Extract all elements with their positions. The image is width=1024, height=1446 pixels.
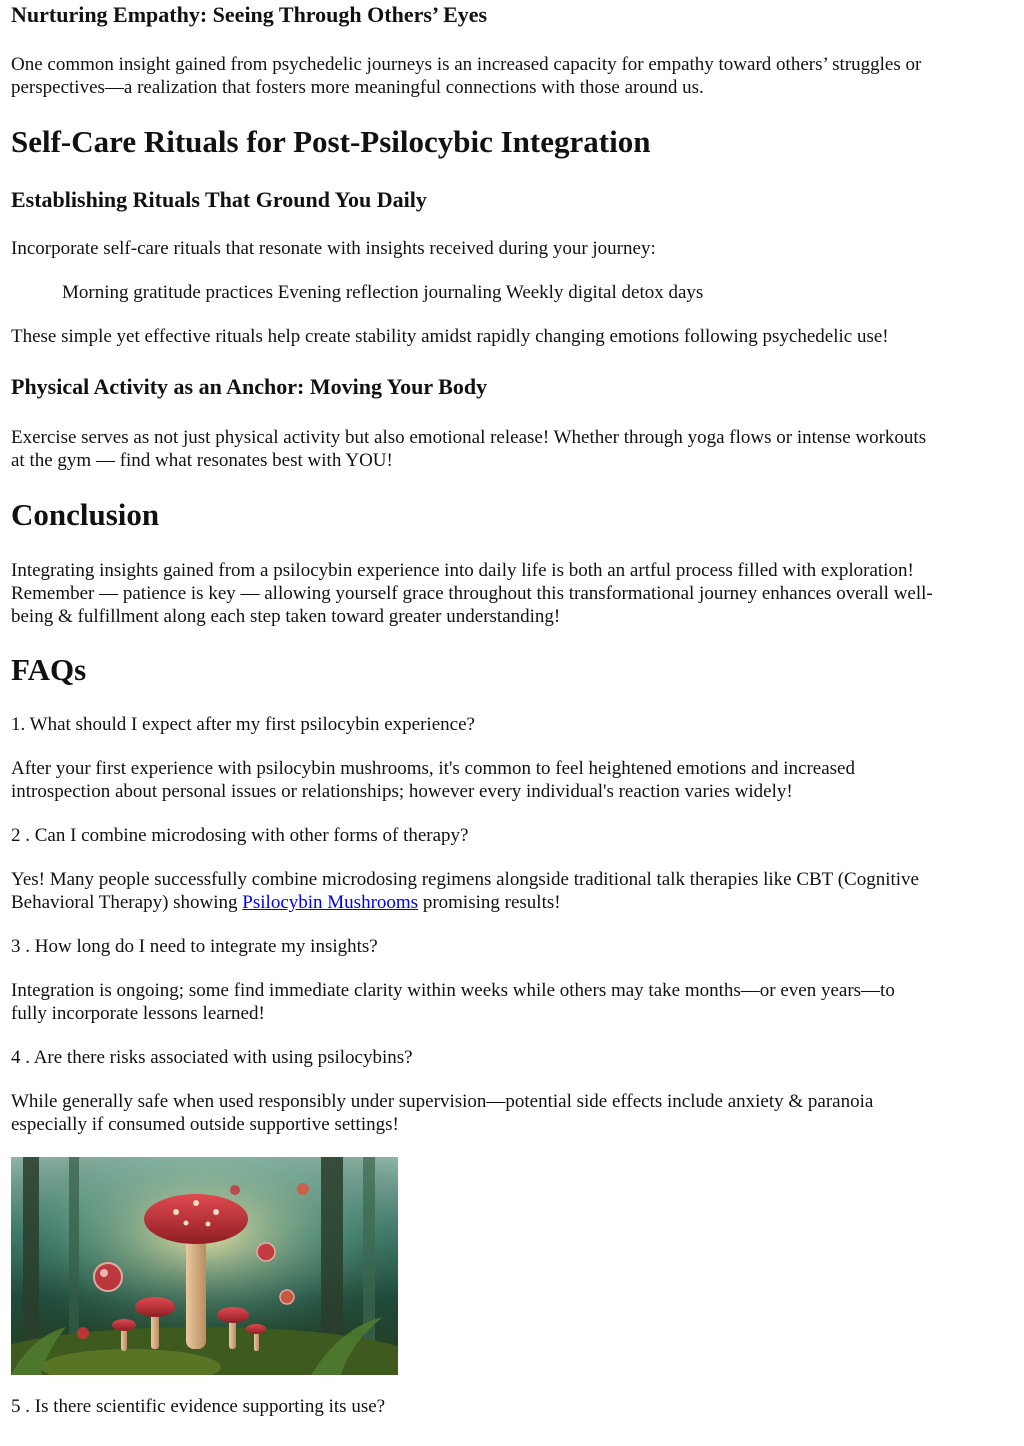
text-line: Yes! Many people successfully combine microdosing regimens alongside traditional talk therapies like CBT (Cognitive [11,869,919,890]
paragraph-conclusion [11,559,1015,628]
text-line: Remember — patience is key — allowing yourself grace throughout this transformational journey enhances overall well- [11,583,933,604]
heading-physical-activity: Physical Activity as an Anchor: Moving Your Body [11,374,488,399]
text-line: especially if consumed outside supportive settings! [11,1114,399,1135]
faq-question-2: 2 . Can I combine microdosing with other forms of therapy? [11,825,469,846]
text-line: being & fulfillment along each step taken toward greater understanding! [11,606,561,627]
heading-nurturing-empathy: Nurturing Empathy: Seeing Through Others’ Eyes [11,2,488,27]
faq-answer-1 [11,757,1015,803]
text-segment: promising results! [418,892,561,913]
paragraph-physical-activity [11,426,1015,472]
faq-answer-4 [11,1090,1015,1136]
text-line: While generally safe when used responsibly under supervision—potential side effects include anxiety & paranoia [11,1091,874,1112]
text-line [11,891,1015,914]
faq-answer-2 [11,868,1015,914]
text-segment: Behavioral Therapy) showing [11,892,243,913]
text-line: fully incorporate lessons learned! [11,1003,265,1024]
faq-answer-3 [11,979,1015,1025]
faq-question-1: 1. What should I expect after my first psilocybin experience? [11,714,475,735]
mushroom-forest-image [11,1157,398,1375]
paragraph-empathy [11,53,1015,99]
paragraph-rituals-closing: These simple yet effective rituals help create stability amidst rapidly changing emotions following psychedelic use! [11,326,889,347]
text-line: Integration is ongoing; some find immediate clarity within weeks while others may take months—or even years—to [11,980,895,1001]
text-line: Integrating insights gained from a psilocybin experience into daily life is both an artful process filled with exploration! [11,560,914,581]
text-line: perspectives—a realization that fosters more meaningful connections with those around us. [11,77,704,98]
paragraph-rituals-intro: Incorporate self-care rituals that resonate with insights received during your journey: [11,238,656,259]
heading-establishing-rituals: Establishing Rituals That Ground You Daily [11,187,427,212]
text-line: Exercise serves as not just physical activity but also emotional release! Whether through yoga flows or intense workouts [11,427,927,448]
text-line: After your first experience with psilocybin mushrooms, it's common to feel heightened emotions and increased [11,758,855,779]
faq-question-4: 4 . Are there risks associated with using psilocybins? [11,1047,413,1068]
heading-conclusion: Conclusion [11,497,160,532]
faq-question-5: 5 . Is there scientific evidence supporting its use? [11,1396,386,1417]
heading-faqs: FAQs [11,652,87,687]
text-line: introspection about personal issues or relationships; however every individual's reaction varies widely! [11,781,793,802]
psilocybin-mushrooms-link[interactable]: Psilocybin Mushrooms [242,892,419,913]
rituals-list: Morning gratitude practices Evening reflection journaling Weekly digital detox days [62,282,704,303]
mushroom-forest-illustration [11,1157,398,1375]
heading-self-care-rituals: Self-Care Rituals for Post-Psilocybic Integration [11,124,651,159]
text-line: One common insight gained from psychedelic journeys is an increased capacity for empathy toward others’ struggles or [11,54,922,75]
text-line: at the gym — find what resonates best with YOU! [11,450,393,471]
faq-question-3: 3 . How long do I need to integrate my insights? [11,936,378,957]
